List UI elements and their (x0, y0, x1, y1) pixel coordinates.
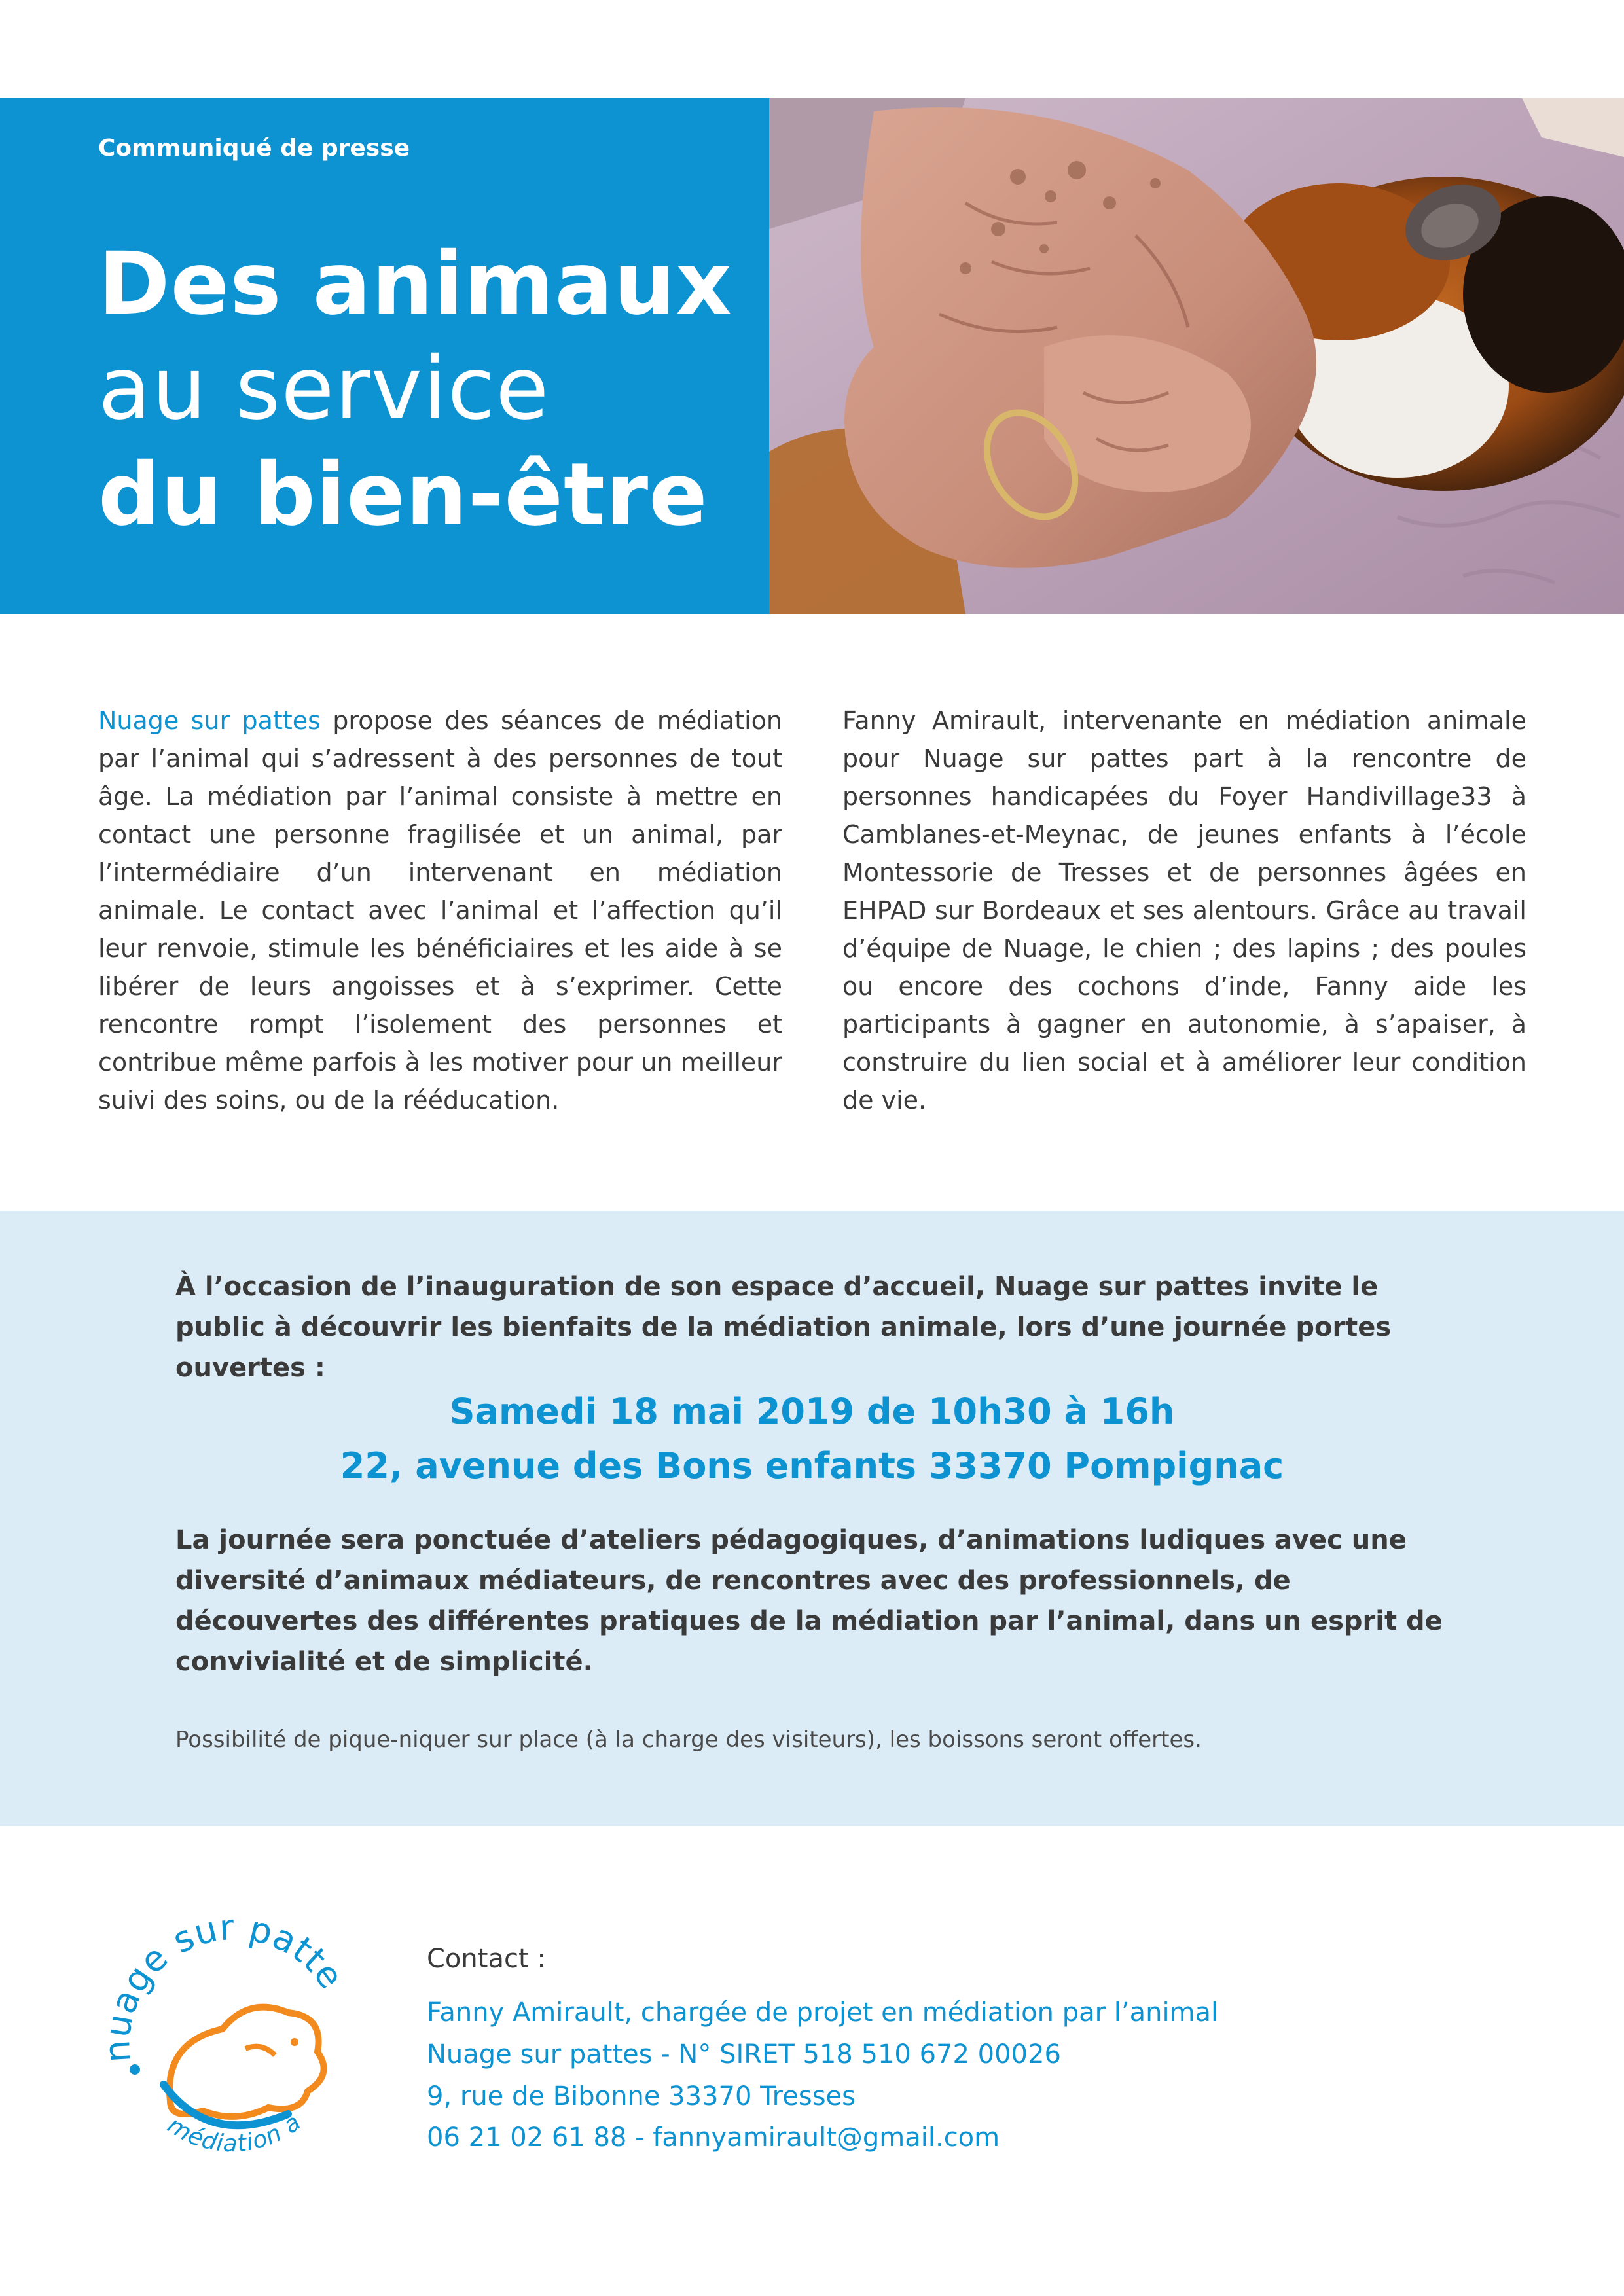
headline-line-2: au service (98, 338, 550, 439)
contact-organization: Nuage sur pattes - N° SIRET 518 510 672 00026 (427, 2039, 1061, 2070)
event-date: Samedi 18 mai 2019 de 10h30 à 16h (449, 1391, 1175, 1432)
headline-line-1: Des animaux (98, 234, 732, 334)
intro-paragraph-left (98, 702, 782, 1119)
nuage-sur-pattes-logo (92, 1898, 367, 2173)
guinea-pig-photo (769, 98, 1624, 614)
contact-person: Fanny Amirault, chargée de projet en médiation par l’animal (427, 1998, 1219, 2028)
svg-text:nuage sur pattes: nuage sur patte (96, 1906, 352, 2064)
event-note: Possibilité de pique-niquer sur place (à la charge des visiteurs), les boissons seront offertes. (175, 1727, 1202, 1753)
contact-address: 9, rue de Bibonne 33370 Tresses (427, 2081, 856, 2111)
brand-name-highlight: Nuage sur pattes (98, 706, 321, 735)
svg-text:médiation animale: médiation a (162, 2108, 307, 2158)
event-address: 22, avenue des Bons enfants 33370 Pompignac (340, 1445, 1284, 1486)
intro-paragraph-right: Fanny Amirault, intervenante en médiation animale pour Nuage sur pattes part à la rencontre de personnes handicapées du Foyer Handivillage33 à Camblanes-et-Meynac, de jeunes enfants à l’école Montessorie de Tresses et de personnes âgées en EHPAD sur Bordeaux et ses alentours. Grâce au travail d’équipe de Nuage, le chien ; des lapins ; des poules ou encore des cochons d’inde, Fanny aide les participants à gagner en autonomie, à s’apaiser, à construire du lien social et à améliorer leur condition de vie. (842, 706, 1526, 1115)
event-description: La journée sera ponctuée d’ateliers pédagogiques, d’animations ludiques avec une diversité d’animaux médiateurs, de rencontres avec des professionnels, de découvertes des différentes pratiques de la médiation par l’animal, dans un esprit de convivialité et de simplicité. (175, 1525, 1443, 1677)
event-intro: À l’occasion de l’inauguration de son espace d’accueil, Nuage sur pattes invite le public à découvrir les bienfaits de la médiation animale, lors d’une journée portes ouvertes : (175, 1272, 1392, 1383)
contact-label: Contact : (427, 1944, 546, 1974)
contact-phone-email[interactable]: 06 21 02 61 88 - fannyamirault@gmail.com (427, 2123, 1000, 2153)
intro-paragraph-left-text: propose des séances de médiation par l’animal qui s’adressent à des personnes de tout âge. La médiation par l’animal consiste à mettre en contact une personne fragilisée et un animal, par l’intermédiaire d’un intervenant en médiation animale. Le contact avec l’animal et l’affection qu’il leur renvoie, stimule les bénéficiaires et les aide à se libérer de leurs angoisses et à s’exprimer. Cette rencontre rompt l’isolement des personnes et contribue même parfois à les motiver pour un meilleur suivi des soins, ou de la rééducation. (98, 706, 783, 1115)
headline-line-3: du bien-être (98, 444, 708, 545)
press-release-kicker: Communiqué de presse (98, 135, 410, 162)
